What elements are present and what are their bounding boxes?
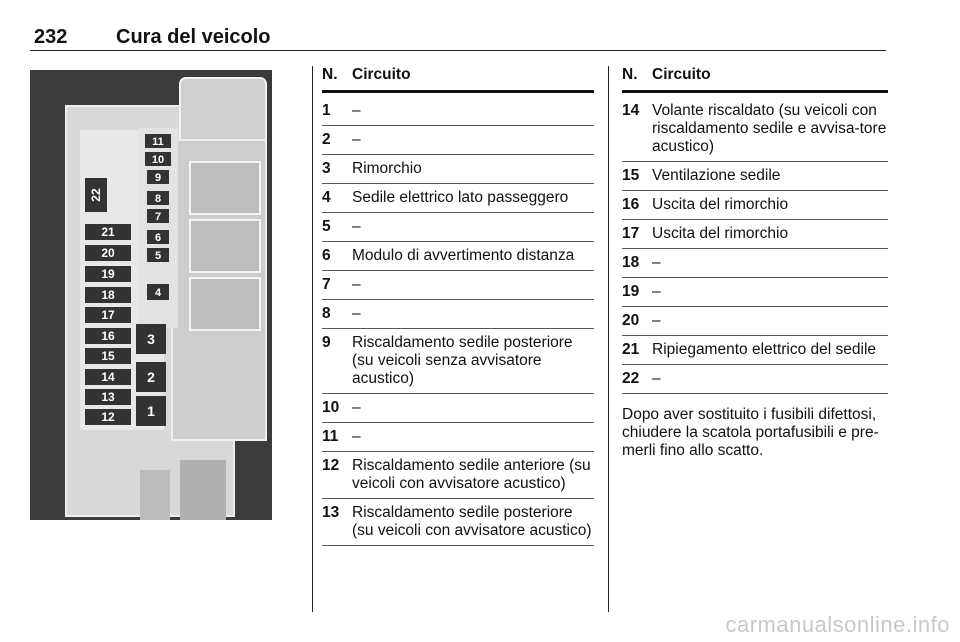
fuse-number: 6 [322,247,331,264]
fuse-5-label: 5 [154,250,162,262]
page-number: 232 [34,26,68,48]
fuse-number: 17 [622,225,640,242]
fuse-number: 14 [622,102,640,119]
circuit-name: Uscita del rimorchio [652,225,789,242]
fuse-box-top-bracket [180,78,266,148]
fuse-14-label: 14 [101,370,115,384]
circuit-name: Ripiegamento elettrico del sedile [652,341,877,358]
fuse-number: 16 [622,196,640,213]
header-n: N. [622,66,638,83]
fuse-number: 3 [322,160,331,177]
fuse-number: 7 [322,276,331,293]
table-row [622,278,888,307]
fuse-box-illustration [30,70,272,520]
table-row [322,499,594,546]
table-row [622,162,888,191]
fuse-number: 1 [322,102,331,119]
circuit-name: – [652,370,661,387]
fuse-20-label: 20 [101,246,115,260]
table-row [622,249,888,278]
fuse-number: 5 [322,218,331,235]
fuse-21-label: 21 [101,225,115,239]
fuse-6-label: 6 [154,232,162,244]
fuse-7-label: 7 [154,211,162,223]
table-row [622,336,888,365]
header-circuit: Circuito [652,66,711,83]
table-row [322,300,594,329]
closing-note: Dopo aver sostituito i fusibili difettosi, chiudere la scatola portafusibili e pre-merli fino allo scatto. [622,406,879,459]
circuit-name: – [652,312,661,329]
fuse-9-label: 9 [154,172,162,184]
fuse-19-label: 19 [101,267,115,281]
circuit-name: Riscaldamento sedile posteriore (su veicoli senza avvisatore acustico) [352,334,573,387]
fuse-number: 19 [622,283,640,300]
table-row [322,271,594,300]
fuse-box-svg [30,70,272,520]
fuse-15-label: 15 [101,349,115,363]
table-row [322,213,594,242]
table-row [322,126,594,155]
circuit-name: – [352,428,361,445]
fuse-10-label: 10 [151,154,165,166]
fuse-2-label: 2 [147,369,155,385]
table-row [622,97,888,162]
fuse-table-left [322,66,594,546]
fuse-number: 22 [622,370,640,387]
table-row [322,184,594,213]
table-row [322,329,594,394]
fuse-table-right [622,66,888,460]
circuit-name: Ventilazione sedile [652,167,781,184]
watermark: carmanualsonline.info [725,612,950,637]
table-row [622,307,888,336]
circuit-name: – [652,283,661,300]
circuit-name: – [352,305,361,322]
fuse-22-label: 22 [89,188,103,202]
circuit-name: Riscaldamento sedile posteriore (su veicoli con avvisatore acustico) [352,504,592,539]
circuit-name: – [352,399,361,416]
fuse-number: 8 [322,305,331,322]
fuse-number: 15 [622,167,640,184]
fuse-number: 9 [322,334,331,351]
relay-middle [190,220,260,272]
table-row [622,191,888,220]
circuit-name: Modulo di avvertimento distanza [352,247,575,264]
column-divider-2 [608,66,609,612]
table-row [322,423,594,452]
fuse-18-label: 18 [101,288,115,302]
table-row [322,452,594,499]
table-row [622,365,888,394]
relay-top [190,162,260,214]
fuse-8-label: 8 [154,193,162,205]
circuit-name: – [352,131,361,148]
table-header [322,66,594,93]
column-divider-1 [312,66,313,612]
table-row [322,155,594,184]
circuit-name: Uscita del rimorchio [652,196,789,213]
fuse-number: 10 [322,399,340,416]
fuse-16-label: 16 [101,329,115,343]
fuse-number: 2 [322,131,331,148]
fuse-4-label: 4 [154,287,162,299]
circuit-name: Volante riscaldato (su veicoli con riscaldamento sedile e avvisa-tore acustico) [652,102,887,155]
cable-right [180,460,226,520]
fuse-13-label: 13 [101,390,115,404]
circuit-name: Rimorchio [352,160,422,177]
fuse-number: 18 [622,254,640,271]
fuse-number: 12 [322,457,340,474]
circuit-name: Sedile elettrico lato passeggero [352,189,569,206]
fuse-number: 13 [322,504,340,521]
circuit-name: – [352,218,361,235]
fuse-number: 21 [622,341,640,358]
header-rule [30,50,886,51]
fuse-number: 4 [322,189,331,206]
fuse-17-label: 17 [101,308,115,322]
relay-bottom [190,278,260,330]
table-row [622,220,888,249]
table-row [322,394,594,423]
fuse-number: 11 [322,428,339,445]
header-n: N. [322,66,338,83]
table-row [322,242,594,271]
circuit-name: Riscaldamento sedile anteriore (su veicoli con avvisatore acustico) [352,457,591,492]
circuit-name: – [352,276,361,293]
fuse-3-label: 3 [147,331,155,347]
table-header [622,66,888,93]
circuit-name: – [652,254,661,271]
fuse-1-label: 1 [147,403,155,419]
fuse-12-label: 12 [101,410,115,424]
cable-left [140,470,170,520]
page-title: Cura del veicolo [116,26,271,48]
header-circuit: Circuito [352,66,411,83]
fuse-number: 20 [622,312,640,329]
fuse-11-label: 11 [152,136,164,148]
table-row [322,97,594,126]
circuit-name: – [352,102,361,119]
